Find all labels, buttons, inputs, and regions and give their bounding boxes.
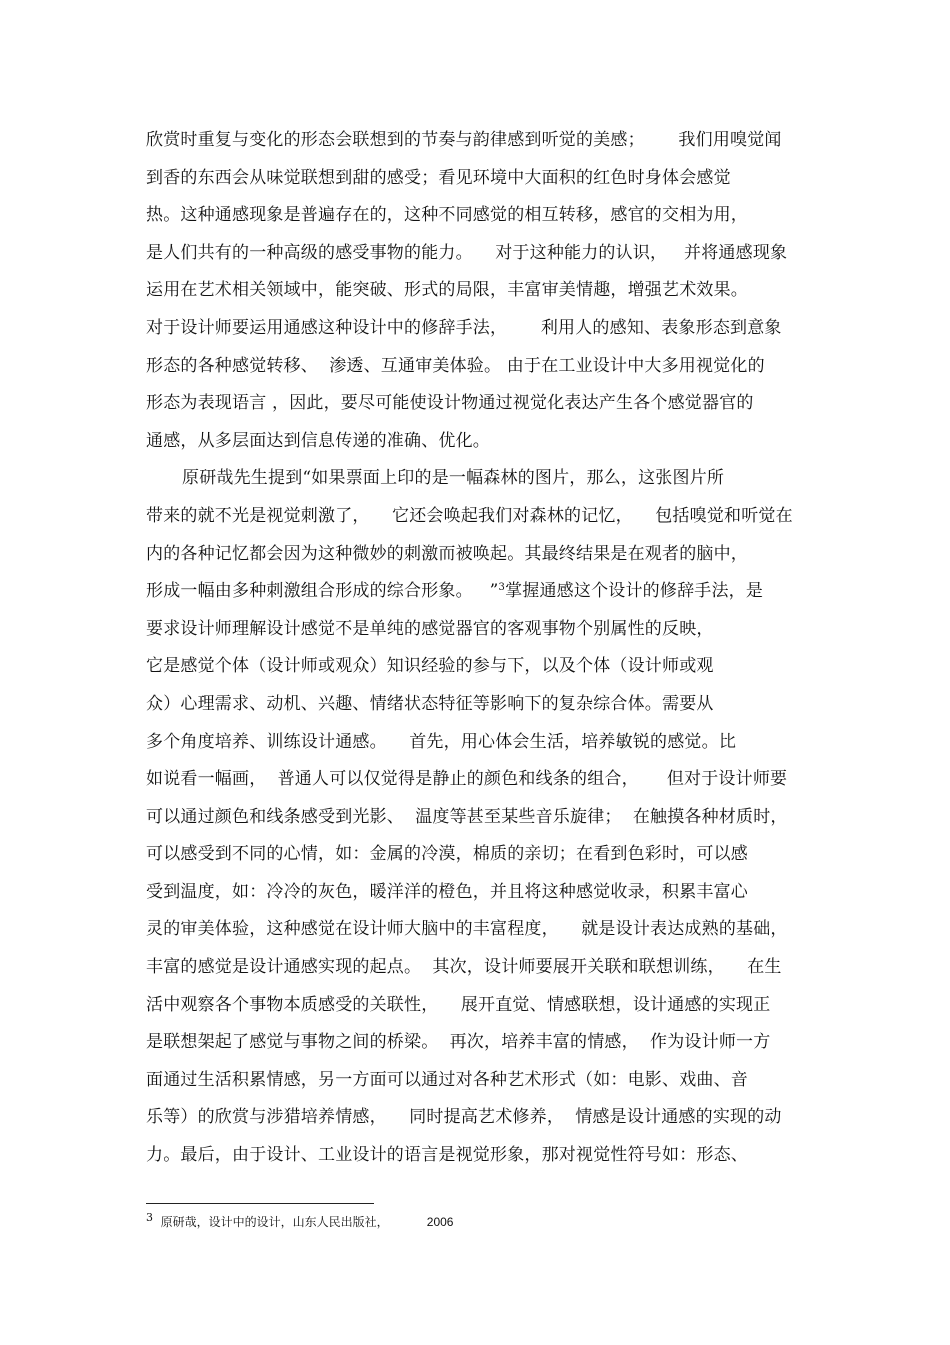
text-line xyxy=(146,460,826,498)
line-text: 是人们共有的一种高级的感受事物的能力。 对于这种能力的认识， 并将通感现象 xyxy=(146,242,788,263)
text-line xyxy=(146,197,826,235)
line-text: 通感，从多层面达到信息传递的准确、优化。 xyxy=(146,430,490,451)
line-text: 可以感受到不同的心情，如：金属的冷漠，棉质的亲切；在看到色彩时，可以感 xyxy=(146,844,748,865)
line-text-continued: 掌握通感这个设计的修辞手法，是 xyxy=(505,581,764,602)
text-line xyxy=(146,573,826,611)
footnote-year: 2006 xyxy=(426,1215,454,1229)
text-line xyxy=(146,1099,826,1137)
line-text: 是联想架起了感觉与事物之间的桥梁。 再次，培养丰富的情感， 作为设计师一方 xyxy=(146,1032,771,1053)
line-text: 灵的审美体验，这种感觉在设计师大脑中的丰富程度， 就是设计表达成熟的基础， xyxy=(146,919,788,940)
text-line xyxy=(146,272,826,310)
line-text: 形态为表现语言 ，因此，要尽可能使设计物通过视觉化表达产生各个感觉器官的 xyxy=(146,393,754,414)
line-text: 它是感觉个体（设计师或观众）知识经验的参与下，以及个体（设计师或观 xyxy=(146,656,714,677)
text-line xyxy=(146,648,826,686)
line-text: 原研哉先生提到“如果票面上印的是一幅森林的图片，那么，这张图片所 xyxy=(182,468,725,489)
text-line xyxy=(146,1024,826,1062)
text-line xyxy=(146,799,826,837)
footnote xyxy=(146,1210,646,1234)
text-line xyxy=(146,724,826,762)
footnote-reference: 3 xyxy=(498,582,506,594)
text-line xyxy=(146,310,826,348)
line-text: 运用在艺术相关领域中，能突破、形式的局限，丰富审美情趣，增强艺术效果。 xyxy=(146,280,748,301)
text-line xyxy=(146,949,826,987)
line-text: 可以通过颜色和线条感受到光影、 温度等甚至某些音乐旋律； 在触摸各种材质时， xyxy=(146,806,788,827)
text-line xyxy=(146,498,826,536)
text-line xyxy=(146,836,826,874)
line-text: 活中观察各个事物本质感受的关联性， 展开直觉、情感联想，设计通感的实现正 xyxy=(146,994,771,1015)
line-text: 面通过生活积累情感，另一方面可以通过对各种艺术形式（如：电影、戏曲、音 xyxy=(146,1069,748,1090)
text-line xyxy=(146,536,826,574)
line-text: 欣赏时重复与变化的形态会联想到的节奏与韵律感到听觉的美感； 我们用嗅觉闻 xyxy=(146,130,782,150)
text-line xyxy=(146,1137,826,1175)
text-line xyxy=(146,874,826,912)
text-line xyxy=(146,1062,826,1100)
text-line xyxy=(146,160,826,198)
line-text: 如说看一幅画， 普通人可以仅觉得是静止的颜色和线条的组合， 但对于设计师要 xyxy=(146,769,788,790)
text-line xyxy=(146,385,826,423)
line-text: 热。这种通感现象是普遍存在的，这种不同感觉的相互转移，感官的交相为用， xyxy=(146,205,748,226)
line-text: 要求设计师理解设计感觉不是单纯的感觉器官的客观事物个别属性的反映， xyxy=(146,618,714,639)
text-line xyxy=(146,686,826,724)
line-text: 力。最后，由于设计、工业设计的语言是视觉形象，那对视觉性符号如：形态、 xyxy=(146,1145,748,1166)
line-text: 丰富的感觉是设计通感实现的起点。 其次，设计师要展开关联和联想训练， 在生 xyxy=(146,957,782,978)
line-text: 受到温度，如：冷冷的灰色，暖洋洋的橙色，并且将这种感觉收录，积累丰富心 xyxy=(146,881,748,902)
line-text: 到香的东西会从味觉联想到甜的感受；看见环境中大面积的红色时身体会感觉 xyxy=(146,167,731,188)
footnote-divider xyxy=(146,1203,374,1204)
text-line xyxy=(146,761,826,799)
footnote-text: 原研哉，设计中的设计，山东人民出版社， xyxy=(153,1215,427,1229)
line-text: 形态的各种感觉转移、 渗透、互通审美体验。 由于在工业设计中大多用视觉化的 xyxy=(146,355,765,376)
line-text: 众）心理需求、动机、兴趣、情绪状态特征等影响下的复杂综合体。需要从 xyxy=(146,693,714,714)
text-line xyxy=(146,611,826,649)
text-line xyxy=(146,235,826,273)
line-text: 形成一幅由多种刺激组合形成的综合形象。 ” xyxy=(146,581,499,602)
text-line xyxy=(146,423,826,461)
line-text: 内的各种记忆都会因为这种微妙的刺激而被唤起。其最终结果是在观者的脑中， xyxy=(146,543,748,564)
line-text: 乐等）的欣赏与涉猎培养情感， 同时提高艺术修养， 情感是设计通感的实现的动 xyxy=(146,1107,782,1128)
body-text xyxy=(146,122,826,1175)
line-text: 多个角度培养、训练设计通感。 首先，用心体会生活，培养敏锐的感觉。比 xyxy=(146,731,737,752)
text-line xyxy=(146,348,826,386)
line-text: 带来的就不光是视觉刺激了， 它还会唤起我们对森林的记忆， 包括嗅觉和听觉在 xyxy=(146,505,793,526)
text-line xyxy=(146,122,826,160)
text-line xyxy=(146,911,826,949)
line-text: 对于设计师要运用通感这种设计中的修辞手法， 利用人的感知、表象形态到意象 xyxy=(146,317,782,338)
footnote-number: 3 xyxy=(146,1211,153,1224)
text-line xyxy=(146,987,826,1025)
